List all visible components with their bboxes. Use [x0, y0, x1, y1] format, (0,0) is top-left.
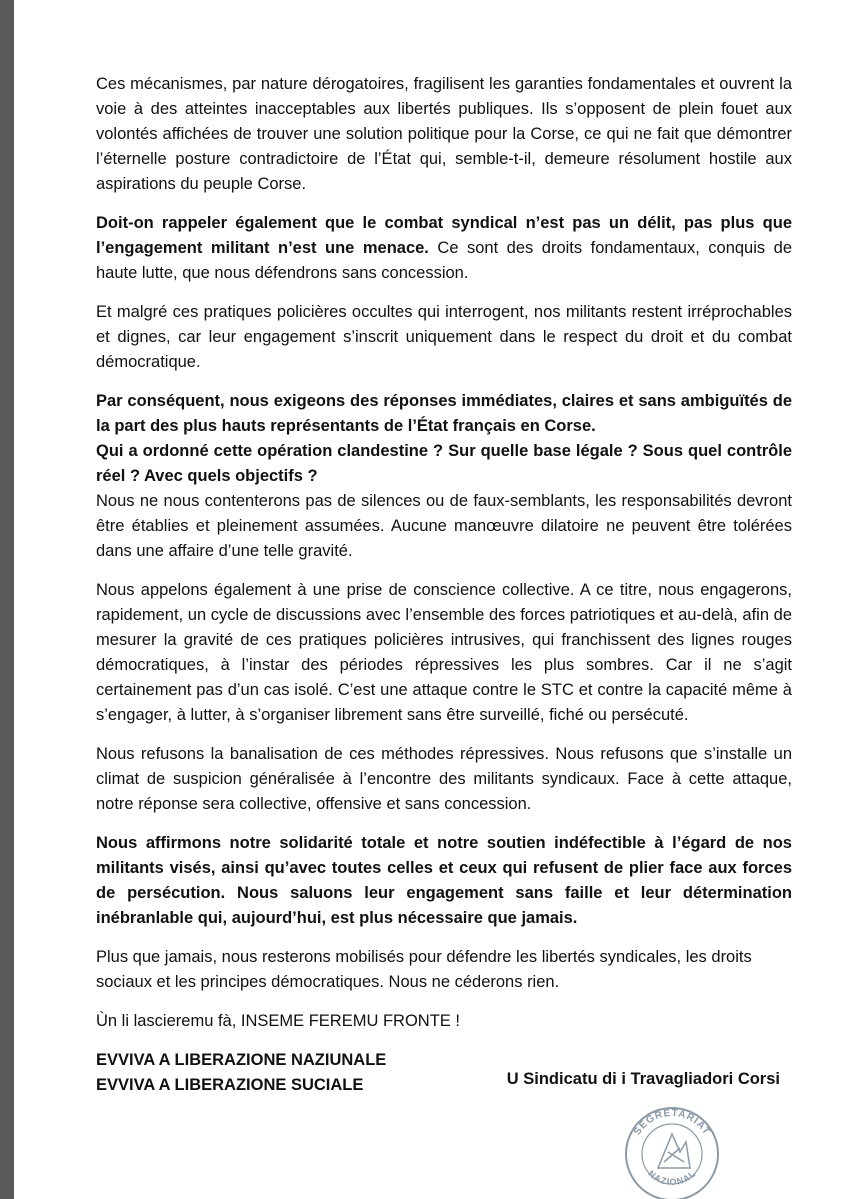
paragraph-2-bold: Doit-on rappeler également que le combat syndical n’est pas un délit, pas plus que l’engagement militant n’est une menace. — [96, 214, 792, 257]
svg-text:NAZIONAL: NAZIONAL — [646, 1168, 698, 1188]
paragraph-2 — [96, 211, 792, 286]
document-page — [14, 0, 862, 1199]
paragraph-7 — [96, 831, 792, 931]
paragraph-4-bold-demand: Par conséquent, nous exigeons des réponses immédiates, claires et sans ambiguïtés de la part des plus hauts représentants de l’État français en Corse. — [96, 392, 792, 435]
paragraph-3: Et malgré ces pratiques policières occultes qui interrogent, nos militants restent irréprochables et dignes, car leur engagement s’inscrit uniquement dans le respect du droit et du combat démocratique. — [96, 303, 792, 371]
paragraph-9: Ùn li lascieremu fà, INSEME FEREMU FRONTE ! — [96, 1012, 460, 1030]
svg-text:SEGRETARIAT: SEGRETARIAT — [631, 1107, 713, 1138]
signature: U Sindicatu di i Travagliadori Corsi — [506, 1070, 780, 1088]
paragraph-7-bold: Nous affirmons notre solidarité totale et notre soutien indéfectible à l’égard de nos militants visés, ainsi qu’avec toutes celles et ceux qui refusent de plier face aux forces de persécution. Nous saluons leur engagement sans faille et leur détermination inébranlable qui, aujourd’hui, est plus nécessaire que jamais. — [96, 834, 792, 927]
paragraph-6: Nous refusons la banalisation de ces méthodes répressives. Nous refusons que s’installe un climat de suspicion généralisée à l’encontre des militants syndicaux. Face à cette attaque, notre réponse sera collective, offensive et sans concession. — [96, 745, 792, 813]
paragraph-4-bold-questions: Qui a ordonné cette opération clandestine ? Sur quelle base légale ? Sous quel contrôle réel ? Avec quels objectifs ? — [96, 442, 792, 485]
paragraph-8: Plus que jamais, nous resterons mobilisés pour défendre les libertés syndicales, les droits sociaux et les principes démocratiques. Nous ne céderons rien. — [96, 948, 752, 991]
paragraph-4 — [96, 389, 792, 564]
stamp-seal — [620, 1102, 724, 1199]
paragraph-1: Ces mécanismes, par nature dérogatoires, fragilisent les garanties fondamentales et ouvrent la voie à des atteintes inacceptables aux libertés publiques. Ils s’opposent de plein fouet aux volontés affichées de trouver une solution politique pour la Corse, ce qui ne fait que démontrer l’éternelle posture contradictoire de l’État qui, semble-t-il, demeure résolument hostile aux aspirations du peuple Corse. — [96, 75, 792, 193]
slogan-2: EVVIVA A LIBERAZIONE SUCIALE — [96, 1076, 364, 1094]
slogan-1: EVVIVA A LIBERAZIONE NAZIUNALE — [96, 1051, 387, 1069]
paragraph-4-text: Nous ne nous contenterons pas de silences ou de faux-semblants, les responsabilités devront être établies et pleinement assumées. Aucune manœuvre dilatoire ne peuvent être tolérées dans une affaire d’une telle gravité. — [96, 492, 792, 560]
paragraph-5: Nous appelons également à une prise de conscience collective. A ce titre, nous engagerons, rapidement, un cycle de discussions avec l’ensemble des forces patriotiques et au-delà, afin de mesurer la gravité de ces pratiques policières intrusives, qui franchissent des lignes rouges démocratiques, à l’instar des périodes répressives les plus sombres. Car il ne s’agit certainement pas d’un cas isolé. C’est une attaque contre le STC et contre la capacité même à s’engager, à lutter, à s’organiser librement sans être surveillé, fiché ou persécuté. — [96, 581, 792, 724]
document-body — [96, 72, 792, 1098]
paragraph-2-text: Ce sont des droits fondamentaux, conquis de haute lutte, que nous défendrons sans concession. — [96, 239, 792, 282]
